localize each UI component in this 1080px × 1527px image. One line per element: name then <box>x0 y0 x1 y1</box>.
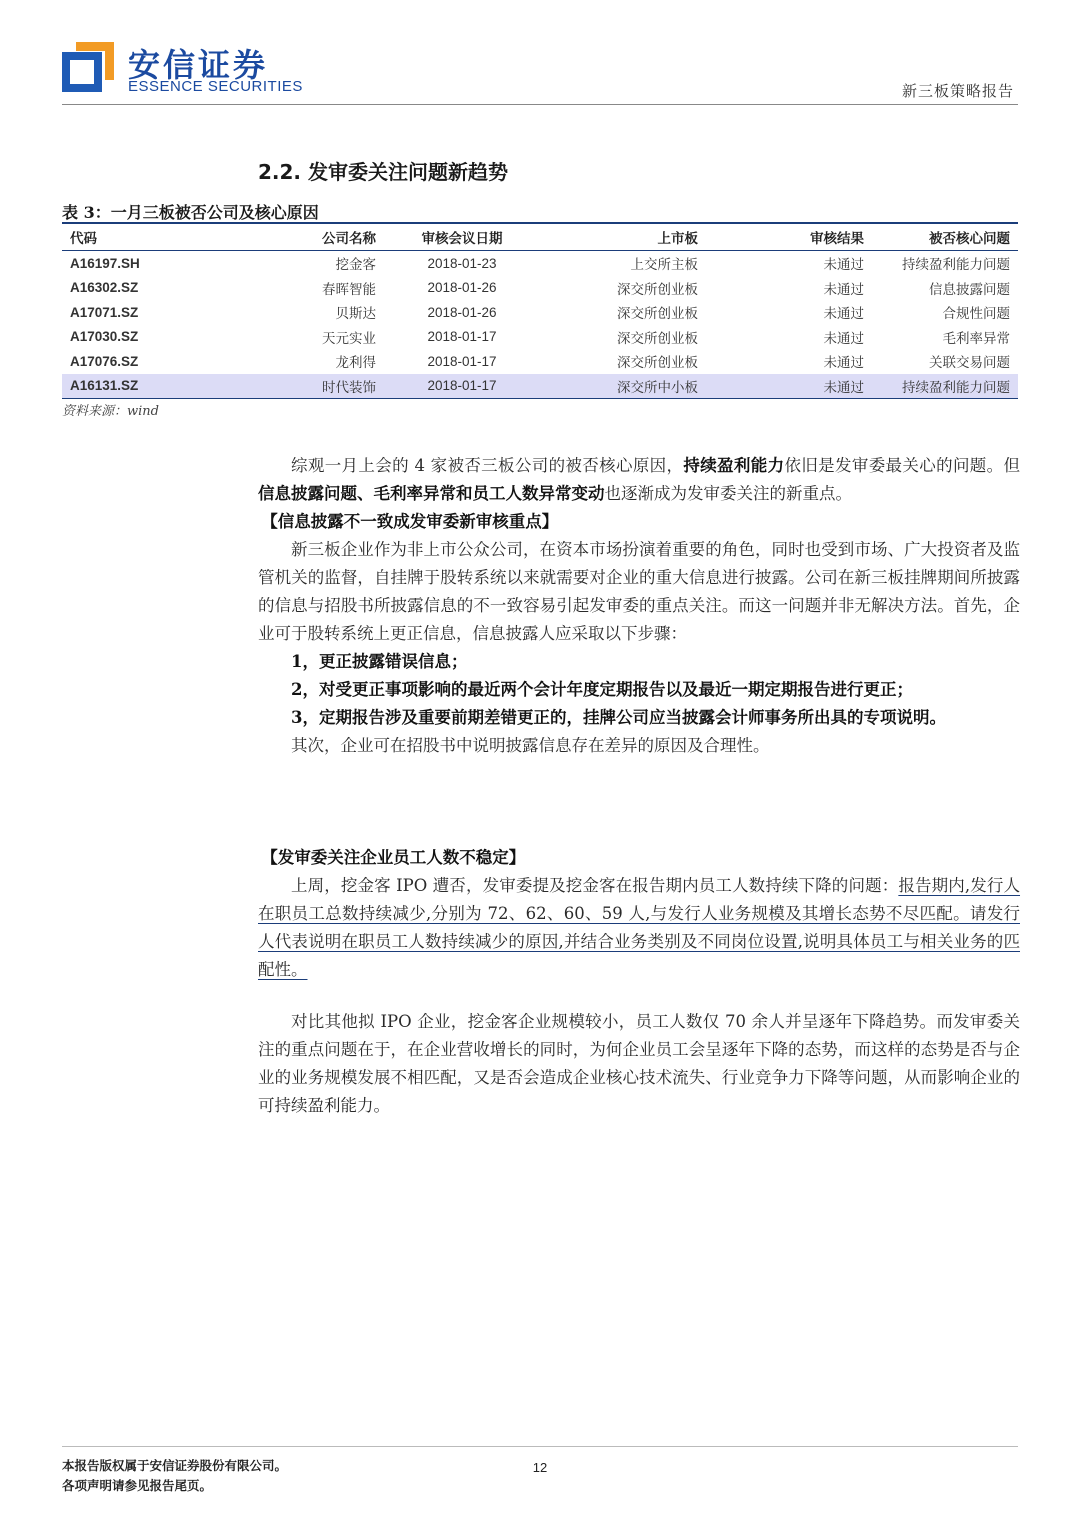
table-title: 表 3：一月三板被否公司及核心原因 <box>62 203 319 222</box>
cell-code: A17076.SZ <box>70 353 139 369</box>
cell-company: 时代装饰 <box>198 374 384 399</box>
cell-company: 挖金客 <box>335 257 376 274</box>
table-source: 资料来源：wind <box>62 404 159 419</box>
body-block-1 <box>258 452 1020 760</box>
cell-result: 未通过 <box>823 281 864 298</box>
paragraph-summary: 综观一月上会的 4 家被否三板公司的被否核心原因，持续盈利能力依旧是发审委最关心的问题。但信息披露问题、毛利率异常和员工人数异常变动也逐渐成为发审委关注的新重点。 <box>258 456 1021 503</box>
quoted-review-comment: 报告期内,发行人在职员工总数持续减少,分别为 72、62、60、59 人,与发行人业务规模及其增长态势不尽匹配。请发行人代表说明在职员工人数持续减少的原因,并结合业务类别及不同岗位设置,说明具体员工与相关业务的匹配性。 <box>258 876 1021 979</box>
footer-divider <box>62 1446 1018 1447</box>
brand-logo-icon <box>62 40 114 92</box>
table-row <box>62 300 1018 325</box>
brand-name-en: ESSENCE SECURITIES <box>128 78 303 95</box>
heading-headcount: 【发审委关注企业员工人数不稳定】 <box>261 848 526 867</box>
paragraph-disclosure: 新三板企业作为非上市公众公司，在资本市场扮演着重要的角色，同时也受到市场、广大投资者及监管机关的监督，自挂牌于股转系统以来就需要对企业的重大信息进行披露。公司在新三板挂牌期间所披露的信息与招股书所披露信息的不一致容易引起发审委的重点关注。而这一问题并非无解决方法。首先，企业可于股转系统上更正信息，信息披露人应采取以下步骤： <box>258 540 1020 643</box>
brand-name-cn: 安信证券 <box>128 46 269 84</box>
cell-board: 深交所创业板 <box>617 330 698 347</box>
cell-date: 2018-01-23 <box>427 255 497 271</box>
cell-date: 2018-01-17 <box>384 374 540 399</box>
table-row-highlighted <box>62 374 1018 399</box>
paragraph-headcount: 上周，挖金客 IPO 遭否，发审委提及挖金客在报告期内员工人数持续下降的问题：报告期内,发行人在职员工总数持续减少,分别为 72、62、60、59 人,与发行人业务规模及其增长态势不尽匹配。请发行人代表说明在职员工人数持续减少的原因,并结合业务类别及不同岗位设置,说明具体员工与相关业务的匹配性。 <box>258 876 1021 979</box>
footer-copyright: 本报告版权属于安信证券股份有限公司。 <box>62 1458 288 1473</box>
cell-board: 深交所创业板 <box>617 355 698 372</box>
section-title: 2.2. 发审委关注问题新趋势 <box>258 160 508 184</box>
cell-board: 深交所中小板 <box>540 374 706 399</box>
cell-result: 未通过 <box>823 330 864 347</box>
cell-company: 贝斯达 <box>335 306 376 323</box>
heading-disclosure: 【信息披露不一致成发审委新审核重点】 <box>261 512 559 531</box>
cell-company: 龙利得 <box>335 355 376 372</box>
cell-code: A17071.SZ <box>70 304 139 320</box>
cell-result: 未通过 <box>823 355 864 372</box>
cell-date: 2018-01-17 <box>427 329 497 345</box>
table-row <box>62 276 1018 301</box>
footer-notice: 各项声明请参见报告尾页。 <box>62 1478 213 1493</box>
body-block-2 <box>258 844 1020 984</box>
table-row <box>62 251 1018 276</box>
cell-result: 未通过 <box>823 306 864 323</box>
cell-board: 上交所主板 <box>630 257 698 274</box>
col-company: 公司名称 <box>198 223 384 251</box>
cell-issue: 关联交易问题 <box>929 355 1010 372</box>
cell-result: 未通过 <box>706 374 872 399</box>
cell-code: A16197.SH <box>70 255 140 271</box>
page-number: 12 <box>532 1460 548 1475</box>
table-row <box>62 325 1018 350</box>
paragraph-secondly: 其次，企业可在招股书中说明披露信息存在差异的原因及合理性。 <box>291 736 770 755</box>
cell-result: 未通过 <box>823 257 864 274</box>
table-header-row <box>62 223 1018 251</box>
cell-board: 深交所创业板 <box>617 281 698 298</box>
cell-code: A16302.SZ <box>70 280 139 296</box>
paragraph-comparison: 对比其他拟 IPO 企业，挖金客企业规模较小，员工人数仅 70 余人并呈逐年下降趋势。而发审委关注的重点问题在于，在企业营收增长的同时，为何企业员工会呈逐年下降的态势，而这样的态势是否与企业的业务规模发展不相匹配，又是否会造成企业核心技术流失、行业竞争力下降等问题，从而影响企业的可持续盈利能力。 <box>258 1012 1020 1115</box>
col-date: 审核会议日期 <box>384 223 540 251</box>
cell-issue: 持续盈利能力问题 <box>872 374 1018 399</box>
step-1: 1，更正披露错误信息； <box>291 652 468 671</box>
cell-board: 深交所创业板 <box>617 306 698 323</box>
cell-issue: 毛利率异常 <box>942 330 1010 347</box>
header-divider <box>62 104 1018 105</box>
cell-company: 春晖智能 <box>322 281 376 298</box>
col-issue: 被否核心问题 <box>872 223 1018 251</box>
body-block-3 <box>258 1008 1020 1120</box>
cell-date: 2018-01-26 <box>427 304 497 320</box>
col-board: 上市板 <box>540 223 706 251</box>
step-3: 3，定期报告涉及重要前期差错更正的，挂牌公司应当披露会计师事务所出具的专项说明。 <box>291 708 946 727</box>
cell-issue: 信息披露问题 <box>929 281 1010 298</box>
col-result: 审核结果 <box>706 223 872 251</box>
table-row <box>62 349 1018 374</box>
report-type: 新三板策略报告 <box>901 82 1014 100</box>
cell-date: 2018-01-26 <box>427 280 497 296</box>
cell-issue: 持续盈利能力问题 <box>902 257 1010 274</box>
step-2: 2，对受更正事项影响的最近两个会计年度定期报告以及最近一期定期报告进行更正； <box>291 680 913 699</box>
cell-company: 天元实业 <box>322 330 376 347</box>
rejected-companies-table <box>62 222 1018 399</box>
cell-code: A16131.SZ <box>62 374 198 399</box>
col-code: 代码 <box>62 223 198 251</box>
cell-issue: 合规性问题 <box>942 306 1010 323</box>
cell-code: A17030.SZ <box>70 329 139 345</box>
cell-date: 2018-01-17 <box>427 353 497 369</box>
